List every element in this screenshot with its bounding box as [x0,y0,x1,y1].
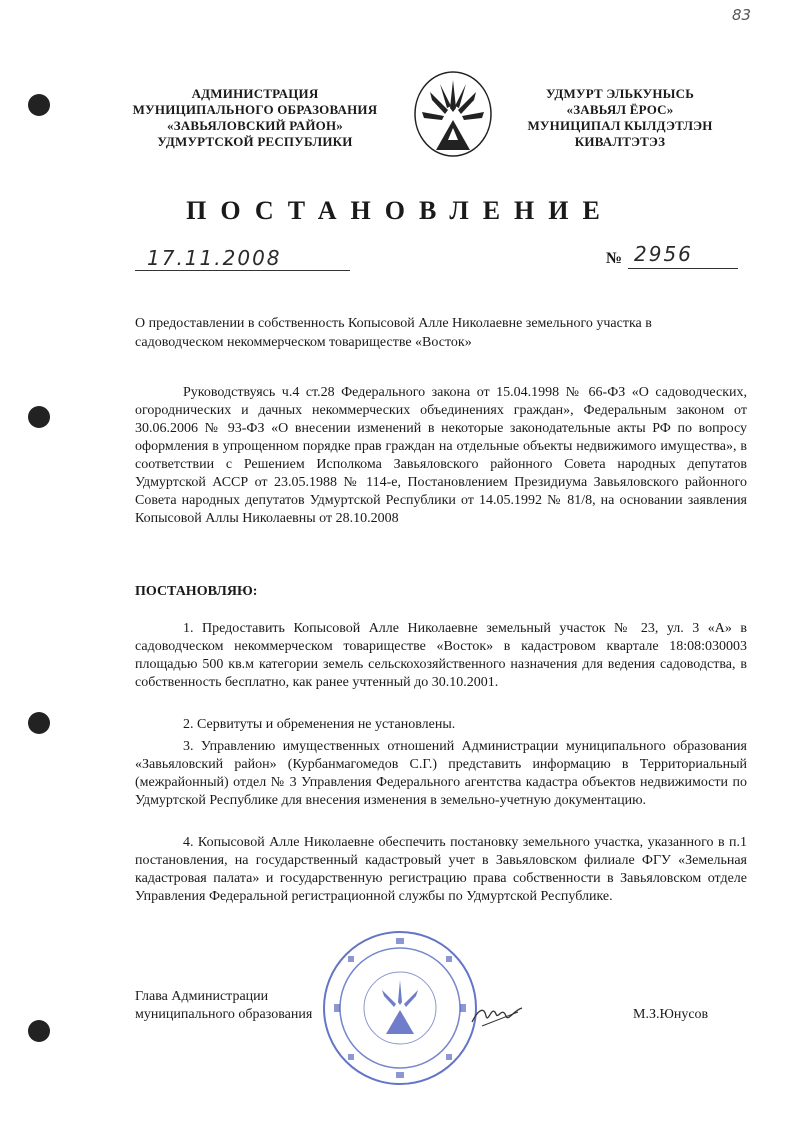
resolve-heading: ПОСТАНОВЛЯЮ: [135,584,258,599]
document-title: ПОСТАНОВЛЕНИЕ [186,196,614,225]
signatory-position-line: муниципального образования [135,1007,313,1022]
header-left-line: МУНИЦИПАЛЬНОГО ОБРАЗОВАНИЯ [132,102,378,117]
header-left-line: «ЗАВЬЯЛОВСКИЙ РАЙОН» [167,118,343,133]
preamble-paragraph: Руководствуясь ч.4 ст.28 Федерального закона от 15.04.1998 № 66-ФЗ «О садоводческих, огороднических и дачных некоммерческих объединениях граждан», Федеральным законом от 30.06.2006 № 93-ФЗ «О внесении изменений в некоторые законодательные акты РФ по вопросу оформления в упрощенном порядке прав граждан на отдельные объекты недвижимого имущества», в соответствии с Решением Исполкома Завьяловского районного Совета народных депутатов Удмуртской АССР от 23.05.1988 № 114-е, Постановлением Президиума Завьяловского районного Совета народных депутатов Удмуртской Республики от 14.05.1992 № 81/8, на основании заявления Копысовой Аллы Николаевны от 28.10.2008 [135,385,747,526]
header-left [110,86,400,150]
resolution-item: 2. Сервитуты и обременения не установлены. [183,717,456,732]
number-sign: № [606,250,623,267]
header-left-line: АДМИНИСТРАЦИЯ [191,86,319,101]
zavyalovo-emblem-icon [412,70,494,160]
binder-hole [28,712,50,734]
resolution-item: 3. Управлению имущественных отношений Администрации муниципального образования «Завьяловский район» (Курбанмагомедов С.Г.) представить информацию в Территориальный (межрайонный) отдел № 3 Управления Федерального агентства кадастра объектов недвижимости по Удмуртской Республике для внесения изменения в земельно-учетную документацию. [135,739,747,808]
header-right-line: «ЗАВЬЯЛ ЁРОС» [566,102,674,117]
document-date: 17.11.2008 [147,246,282,270]
date-line [135,246,350,271]
number-block [606,242,741,270]
binder-hole [28,406,50,428]
signatory-position [135,988,312,1024]
document-number: 2956 [634,242,693,266]
header-right-line: УДМУРТ ЭЛЬКУНЫСЬ [545,86,695,101]
signatory-position-line: Глава Администрации [135,989,269,1004]
document-subject: О предоставлении в собственность Копысовой Алле Николаевне земельного участка в садоводческом некоммерческом товариществе «Восток» [135,316,652,350]
official-stamp [320,928,480,1088]
handwritten-signature [468,996,528,1032]
header-right [510,86,730,150]
header-right-line: МУНИЦИПАЛ КЫЛДЭТЛЭН [527,118,713,133]
binder-hole [28,94,50,116]
resolution-item: 4. Копысовой Алле Николаевне обеспечить постановку земельного участка, указанного в п.1 постановления, на государственный кадастровый учет в Завьяловском филиале ФГУ «Земельная кадастровая палата» и государственную регистрацию права собственности в Завьяловском отделе Управления Федеральной регистрационной службы по Удмуртской Республике. [135,835,747,904]
binder-hole [28,1020,50,1042]
page-number: 83 [732,6,752,24]
signatory-name: М.З.Юнусов [633,1007,709,1022]
header-right-line: КИВАЛТЭТЭЗ [574,134,666,149]
resolution-item: 1. Предоставить Копысовой Алле Николаевне земельный участок № 23, ул. 3 «А» в садоводческом некоммерческом товариществе «Восток» в кадастровом квартале 18:08:030003 площадью 500 кв.м категории земель сельскохозяйственного назначения для ведения садоводства, в собственность бесплатно, как ранее учтенный до 30.10.2001. [135,621,747,690]
header-left-line: УДМУРТСКОЙ РЕСПУБЛИКИ [157,134,353,149]
